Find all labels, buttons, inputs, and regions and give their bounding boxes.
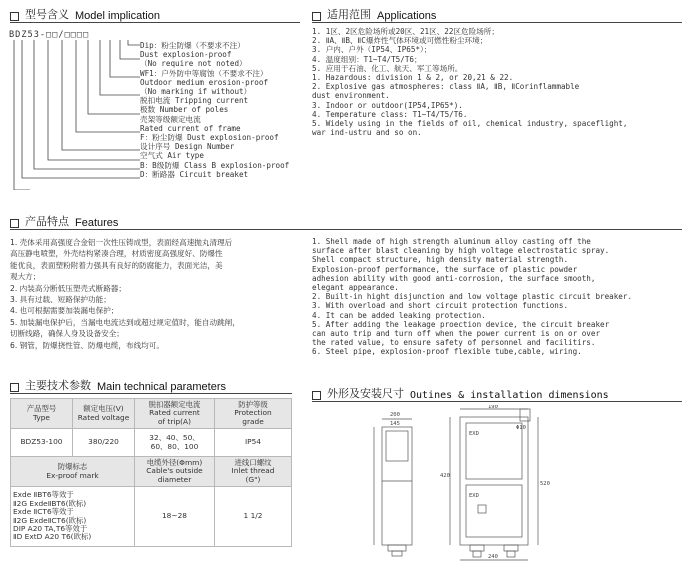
model-item: Dip：粉尘防爆（不要求不注） xyxy=(140,41,245,50)
application-item: war ind-ustru and so on. xyxy=(312,128,422,138)
feature-zh-item: 切断线路，确保人身及设备安全； xyxy=(10,329,124,339)
cell-voltage: 380/220 xyxy=(73,429,135,457)
cell-line: Inlet thread xyxy=(231,466,275,476)
header-rated-current xyxy=(135,399,215,429)
feature-en-item: can auto trip and turn off when the power current is on or over xyxy=(312,329,601,339)
tech-table xyxy=(10,398,292,547)
application-item: 4. Temperature class: T1~T4/T5/T6. xyxy=(312,109,468,119)
model-bracket-lines xyxy=(12,40,142,190)
table-row xyxy=(11,487,292,547)
feature-zh-item: 5. 加装漏电保护后，当漏电电流达到或超过规定值时，能自动跳闸， xyxy=(10,317,240,327)
model-item: （No marking if without） xyxy=(140,87,252,97)
model-item: Rated current of frame xyxy=(140,123,241,133)
feature-zh-item: 观大方； xyxy=(10,272,41,282)
cell-line: Exde ⅡBT6等效于 xyxy=(13,490,74,500)
model-item: （No require not noted） xyxy=(140,59,247,69)
cell-cable: 18~28 xyxy=(135,487,215,547)
feature-en-item: Shell compact structure, high density material strength. xyxy=(312,255,569,265)
application-item: 2. ⅡA、ⅡB、ⅡC爆炸性气体环境或可燃性粉尘环境； xyxy=(312,36,488,46)
applications-title-en: Applications xyxy=(377,10,437,22)
feature-en-item: 2. Built-in hight disjunction and low voltage plastic circuit breaker. xyxy=(312,292,633,302)
feature-zh-item: 6. 钢管，防爆挠性管、防爆电缆，布线均可。 xyxy=(10,340,164,350)
header-ex-proof-mark xyxy=(11,457,135,487)
header-protection-grade xyxy=(215,399,292,429)
cell-thread: 1 1/2 xyxy=(215,487,292,547)
application-item: 4. 温度组别：T1~T4/T5/T6； xyxy=(312,54,422,64)
cell-line: grade xyxy=(242,416,264,426)
square-bullet-icon xyxy=(10,12,19,21)
outline-drawing xyxy=(370,405,550,563)
cell-line: diameter xyxy=(157,474,192,484)
cell-current xyxy=(135,429,215,457)
model-item: 设计序号 Design Number xyxy=(140,142,235,152)
model-item: Outdoor medium erosion-proof xyxy=(140,77,269,87)
feature-en-item: surface after blast cleaning by high voltage electrostatic spray. xyxy=(312,246,610,256)
features-title-en: Features xyxy=(75,217,119,229)
model-items xyxy=(140,41,310,179)
feature-zh-item: 4. 也可根据需要加装漏电保护； xyxy=(10,306,119,316)
cell-line: Rated current xyxy=(149,408,200,418)
table-header-row xyxy=(11,457,292,487)
cell-line: Cable's outside xyxy=(146,466,203,476)
model-item: 脱扣电流 Tripping current xyxy=(140,96,249,106)
application-item: 2. Explosive gas atmospheres: class ⅡA, ⅡB, ⅡCorinflammable xyxy=(312,82,580,92)
features-title-zh: 产品特点 xyxy=(25,215,69,228)
dim-label: 200 xyxy=(390,412,400,418)
feature-zh-item: 1. 壳体采用高强度合金铝一次性压铸成型，表面经高速抛丸清理后 xyxy=(10,238,233,247)
cell-type: BDZ53-100 xyxy=(11,429,73,457)
outline-title-zh: 外形及安装尺寸 xyxy=(327,387,404,400)
cell-line: Protection xyxy=(234,408,272,418)
square-bullet-icon xyxy=(312,12,321,21)
application-item: 5. 应用于石油、化工、航天、军工等场所。 xyxy=(312,63,463,73)
cell-line: 进线口螺纹 xyxy=(234,457,272,467)
square-bullet-icon xyxy=(10,219,19,228)
features-rule xyxy=(10,229,682,230)
dim-label: EXD xyxy=(469,431,479,437)
model-rule xyxy=(10,22,300,23)
feature-zh-item: 能优良，表面塑粉附着力强具有良好的防腐能力，表面光洁，美 xyxy=(10,260,223,270)
dim-label: 145 xyxy=(390,421,400,427)
model-item: WF1：户外防中等腐蚀（不要求不注） xyxy=(140,68,268,78)
model-item: 极数 Number of poles xyxy=(140,105,229,115)
table-row xyxy=(11,429,292,457)
cell-ex-marks xyxy=(11,487,135,547)
model-item: F：粉尘防爆 Dust explosion-proof xyxy=(140,133,279,143)
model-title-en: Model implication xyxy=(75,10,160,22)
cell-line: Exde ⅡCT6等效于 xyxy=(13,507,74,517)
feature-en-item: 1. Shell made of high strength aluminum alloy casting off the xyxy=(312,237,591,246)
cell-line: 电缆外径(Φmm) xyxy=(146,457,203,467)
cell-line: 产品型号 xyxy=(26,404,57,414)
cell-line: 60、80、100 xyxy=(150,441,199,451)
table-header-row xyxy=(11,399,292,429)
cell-line: 防护等级 xyxy=(238,399,268,409)
header-rated-voltage xyxy=(73,399,135,429)
header-inlet-thread xyxy=(215,457,292,487)
features-section-heading xyxy=(10,213,118,229)
feature-en-item: 4. It can be added leaking protection. xyxy=(312,310,486,320)
cell-line: DIP A20 TA,T6等效于 xyxy=(13,523,88,533)
model-title-zh: 型号含义 xyxy=(25,8,69,21)
square-bullet-icon xyxy=(10,383,19,392)
cell-line: Ex-proof mark xyxy=(46,470,99,480)
cell-line: 防爆标志 xyxy=(57,462,88,472)
model-item: 空气式 Air type xyxy=(140,151,204,161)
dim-label: Φ10 xyxy=(516,425,526,431)
feature-zh-item: 高压静电喷塑，外壳结构紧凑合理，材质密度高强度好、防爆性 xyxy=(10,249,223,259)
features-en-list xyxy=(312,237,684,357)
applications-section-heading xyxy=(312,6,436,22)
application-item: 3. Indoor or outdoor(IP54,IP65*). xyxy=(312,100,463,110)
feature-en-item: 5. After adding the leakage proection device, the circuit breaker xyxy=(312,319,610,329)
square-bullet-icon xyxy=(312,391,321,400)
outline-section-heading xyxy=(312,385,609,401)
feature-en-item: 6. Steel pipe, explosion-proof flexible tube,cable, wiring. xyxy=(312,347,582,357)
dim-label: 520 xyxy=(540,481,550,487)
outline-rule xyxy=(312,401,682,402)
model-item: Dust explosion-proof xyxy=(140,50,232,60)
feature-en-item: 3. With overload and short circuit protection functions. xyxy=(312,301,569,311)
applications-list xyxy=(312,27,684,137)
header-cable-diameter xyxy=(135,457,215,487)
model-item: D：断路器 Circuit breaket xyxy=(140,169,249,179)
features-zh-list xyxy=(10,237,310,351)
cell-line: of trip(A) xyxy=(158,416,191,426)
application-item: 5. Widely using in the fields of oil, chemical industry, spaceflight, xyxy=(312,119,628,129)
dim-label: 420 xyxy=(440,473,450,479)
feature-en-item: the rated value, to ensure safety of personnel and facilitirs. xyxy=(312,338,596,348)
dim-label: 190 xyxy=(488,405,498,410)
tech-rule xyxy=(10,393,292,394)
tech-title-en: Main technical parameters xyxy=(97,381,227,393)
model-code: BDZ53-□□/□□□□ xyxy=(9,30,90,40)
cell-line: Rated voltage xyxy=(77,412,130,422)
header-type xyxy=(11,399,73,429)
cell-line: (G") xyxy=(245,474,261,484)
model-section-heading xyxy=(10,6,160,22)
feature-en-item: adhesion ability with good anti-corrosion, the surface smooth, xyxy=(312,273,596,283)
dim-label: EXD xyxy=(469,493,479,499)
dim-label: 240 xyxy=(488,554,498,560)
cell-line: Ⅱ2G ExdeⅡCT6(欧标) xyxy=(13,515,87,525)
application-item: 1. 1区、2区危险场所或20区、21区、22区危险场所； xyxy=(312,27,499,36)
cell-line: Ⅱ2G ExdeⅡBT6(欧标) xyxy=(13,498,87,508)
application-item: dust environment. xyxy=(312,91,390,101)
feature-zh-item: 3. 具有过载、短路保护功能； xyxy=(10,295,111,305)
cell-line: 32、40、50、 xyxy=(149,433,200,443)
applications-title-zh: 适用范围 xyxy=(327,8,371,21)
cell-line: 额定电压(V) xyxy=(83,404,124,414)
cell-line: Type xyxy=(33,412,50,422)
tech-title-zh: 主要技术参数 xyxy=(25,379,91,392)
application-item: 3. 户内、户外（IP54、IP65*）； xyxy=(312,45,432,55)
feature-zh-item: 2. 内装高分断低压塑壳式断路器； xyxy=(10,283,126,293)
model-item: 壳架等级额定电流 xyxy=(140,114,201,124)
feature-en-item: Explosion-proof performance, the surface of plastic powder xyxy=(312,264,578,274)
outline-title-en: Outines & installation dimensions xyxy=(410,390,609,401)
applications-rule xyxy=(312,22,682,23)
application-item: 1. Hazardous: division 1 & 2, or 20,21 & 22. xyxy=(312,73,514,83)
feature-en-item: elegant appearance. xyxy=(312,283,399,293)
cell-line: 脱扣器额定电流 xyxy=(148,399,201,409)
cell-line: ⅡD ExtD A20 T6(欧标) xyxy=(13,532,92,542)
tech-section-heading xyxy=(10,377,226,393)
cell-grade: IP54 xyxy=(215,429,292,457)
model-item: B：B级防爆 Class B explosion-proof xyxy=(140,160,290,170)
